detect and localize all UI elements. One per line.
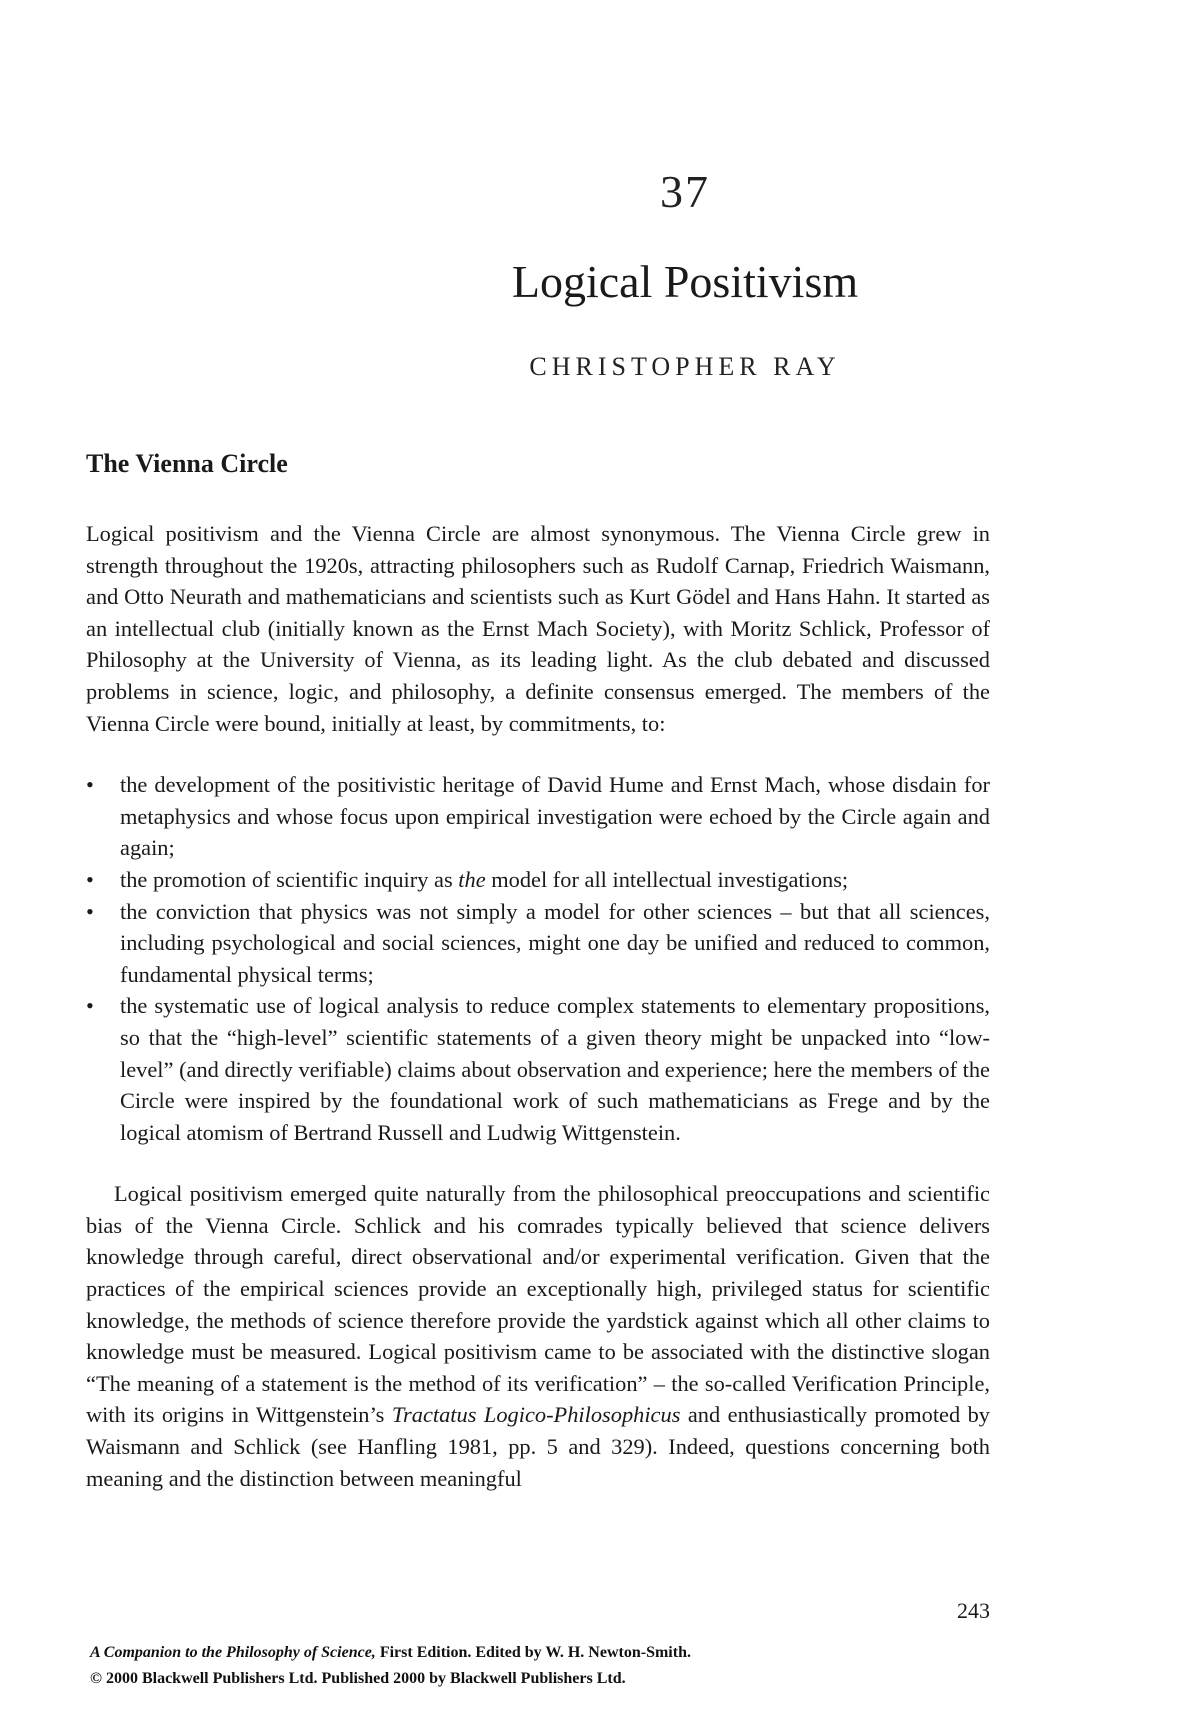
chapter-number: 37 [660,166,710,217]
chapter-author: CHRISTOPHER RAY [529,352,841,381]
commitments-list [86,769,990,1148]
book-title-italic: Tractatus Logico-Philosophicus [391,1402,681,1428]
list-item-text: the systematic use of logical analysis to reduce complex statements to elementary propositions, so that the “high-level” scientific statements of a given theory might be unpacked into “low-level” (and directly verifiable) claims about observation and experience; here the members of the Circle were inspired by the foundational work of such mathematicians as Frege and by the logical atomism of Bertrand Russell and Ludwig Wittgenstein. [120,993,990,1145]
list-item [86,864,990,896]
list-item [86,769,990,864]
copyright-footer [90,1640,990,1692]
bullet-marker: • [86,772,94,798]
list-item-text: the development of the positivistic heritage of David Hume and Ernst Mach, whose disdain for metaphysics and whose focus upon empirical investigation were echoed by the Circle again and again; [120,772,990,861]
footer-book-title: A Companion to the Philosophy of Science, [90,1644,376,1661]
list-item-emphasis: the [458,866,486,892]
paragraph-intro: Logical positivism and the Vienna Circle are almost synonymous. The Vienna Circle grew in strength throughout the 1920s, attracting philosophers such as Rudolf Carnap, Friedrich Waismann, and Otto Neurath and mathematicians and scientists such as Kurt Gödel and Hans Hahn. It started as an intellectual club (initially known as the Ernst Mach Society), with Moritz Schlick, Professor of Philosophy at the University of Vienna, as its leading light. As the club debated and discussed problems in science, logic, and philosophy, a definite consensus emerged. The members of the Vienna Circle were bound, initially at least, by commitments, to: [86,521,990,736]
footer-line-2: © 2000 Blackwell Publishers Ltd. Published 2000 by Blackwell Publishers Ltd. [90,1670,626,1687]
page-number: 243 [957,1598,990,1623]
bullet-marker: • [86,993,94,1019]
bullet-marker: • [86,898,94,924]
bullet-marker: • [86,866,94,892]
body-content [86,448,990,1494]
list-item-text: the promotion of scientific inquiry as [120,866,459,892]
list-item [86,896,990,991]
footer-line-1 [90,1640,990,1666]
list-item [86,990,990,1148]
section-heading: The Vienna Circle [86,449,288,478]
chapter-title: Logical Positivism [511,256,859,307]
paragraph-text: and enthusiastically promoted by Waismann and Schlick (see Hanfling 1981, pp. 5 and 329). Indeed, questions concerning both meaning and the distinction between meaningful [86,1402,990,1491]
list-item-text: the conviction that physics was not simply a model for other sciences – but that all sciences, including psychological and social sciences, might one day be unified and reduced to common, fundamental physical terms; [120,898,990,987]
footer-edition: First Edition. Edited by W. H. Newton-Smith. [375,1644,691,1661]
paragraph-verification [86,1178,990,1494]
list-item-text: model for all intellectual investigations; [485,866,849,892]
paragraph-text: Logical positivism emerged quite naturally from the philosophical preoccupations and scientific bias of the Vienna Circle. Schlick and his comrades typically believed that science delivers knowledge through careful, direct observational and/or experimental verification. Given that the practices of the empirical sciences provide an exceptionally high, privileged status for scientific knowledge, the methods of science therefore provide the yardstick against which all other claims to knowledge must be measured. Logical positivism came to be associated with the distinctive slogan “The meaning of a statement is the method of its verification” – the so-called Verification Principle, with its origins in Wittgenstein’s [86,1181,990,1428]
